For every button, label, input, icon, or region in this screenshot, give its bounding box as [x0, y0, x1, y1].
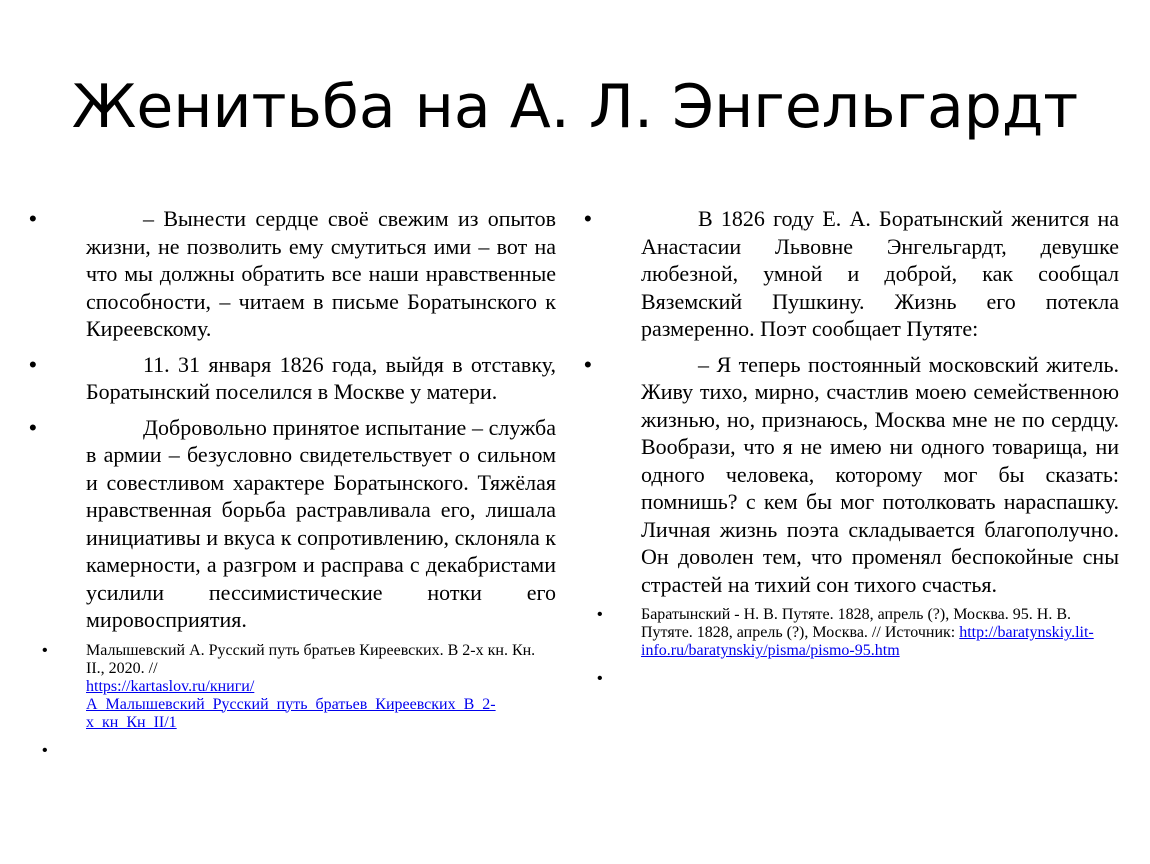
right-empty-bullet [597, 666, 1119, 687]
left-column [29, 205, 556, 759]
left-paragraph-2 [29, 351, 556, 406]
right-source-text: Баратынский - Н. В. Путяте. 1828, апрель (?), Москва. 95. Н. В. Путяте. 1828, апрель (?), Москва. // Источник: [641, 606, 1071, 641]
left-empty-bullet [42, 738, 556, 759]
bullet-icon: • [597, 606, 603, 623]
bullet-icon: • [29, 414, 37, 440]
right-column [584, 205, 1119, 687]
bullet-icon: • [584, 351, 592, 377]
right-paragraph-2-text: – Я теперь постоянный московский житель. Живу тихо, мирно, счастлив моею семейственною жизнью, но, признаюсь, Москва мне не по сердцу. Вообрази, что я не имею ни одного товарища, ни одного человека, которому мог бы сказать: помнишь? с кем бы мог потолковать нараспашку. Личная жизнь поэта складывается благополучно. Он доволен тем, что променял беспокойные сны страстей на тихий сон тихого счастья. [641, 351, 1119, 597]
bullet-icon: • [584, 206, 592, 231]
left-paragraph-1-text: – Вынести сердце своё свежим из опытов жизни, не позволить ему смутиться ими – вот на что мы должны обратить все наши нравственные способности, – читаем в письме Боратынского к Киреевскому. [86, 206, 556, 341]
bullet-icon: • [29, 351, 37, 377]
left-paragraph-1 [29, 205, 556, 343]
left-paragraph-3 [29, 414, 556, 634]
right-paragraph-1-text: В 1826 году Е. А. Боратынский женится на Анастасии Львовне Энгельгардт, девушке любезной, умной и доброй, как сообщал Вяземский Пушкину. Жизнь его потекла размеренно. Поэт сообщает Путяте: [641, 206, 1119, 341]
bullet-icon: • [29, 206, 37, 231]
slide-title: Женитьба на А. Л. Энгельгардт [71, 72, 1079, 142]
right-source-link[interactable]: http://baratynskiy.lit-info.ru/baratynskiy/pisma/pismo-95.htm [641, 624, 1094, 659]
left-paragraph-3-text: Добровольно принятое испытание – служба в армии – безусловно свидетельствует о сильном и совестливом характере Боратынского. Тяжёлая нравственная борьба растравливала его, лишала инициативы и вкуса к сопротивлению, склоняла к камерности, а разгром и расправа с декабристами усилили пессимистические нотки его мировосприятия. [86, 414, 556, 632]
bullet-icon: • [597, 670, 603, 687]
right-paragraph-1 [584, 205, 1119, 343]
right-paragraph-2 [584, 351, 1119, 599]
left-source-note [42, 641, 556, 732]
left-source-text: Малышевский А. Русский путь братьев Киреевских. В 2-х кн. Кн. II., 2020. // [86, 641, 536, 677]
bullet-icon: • [42, 741, 48, 759]
left-paragraph-2-text: 11. 31 января 1826 года, выйдя в отставку, Боратынский поселился в Москве у матери. [86, 351, 556, 404]
left-source-link[interactable]: https://kartaslov.ru/книги/А_Малышевский_Русский_путь_братьев_Киреевских_В_2-х_кн_Кн_II/1 [86, 677, 496, 731]
right-source-note [597, 606, 1119, 660]
bullet-icon: • [42, 641, 48, 659]
